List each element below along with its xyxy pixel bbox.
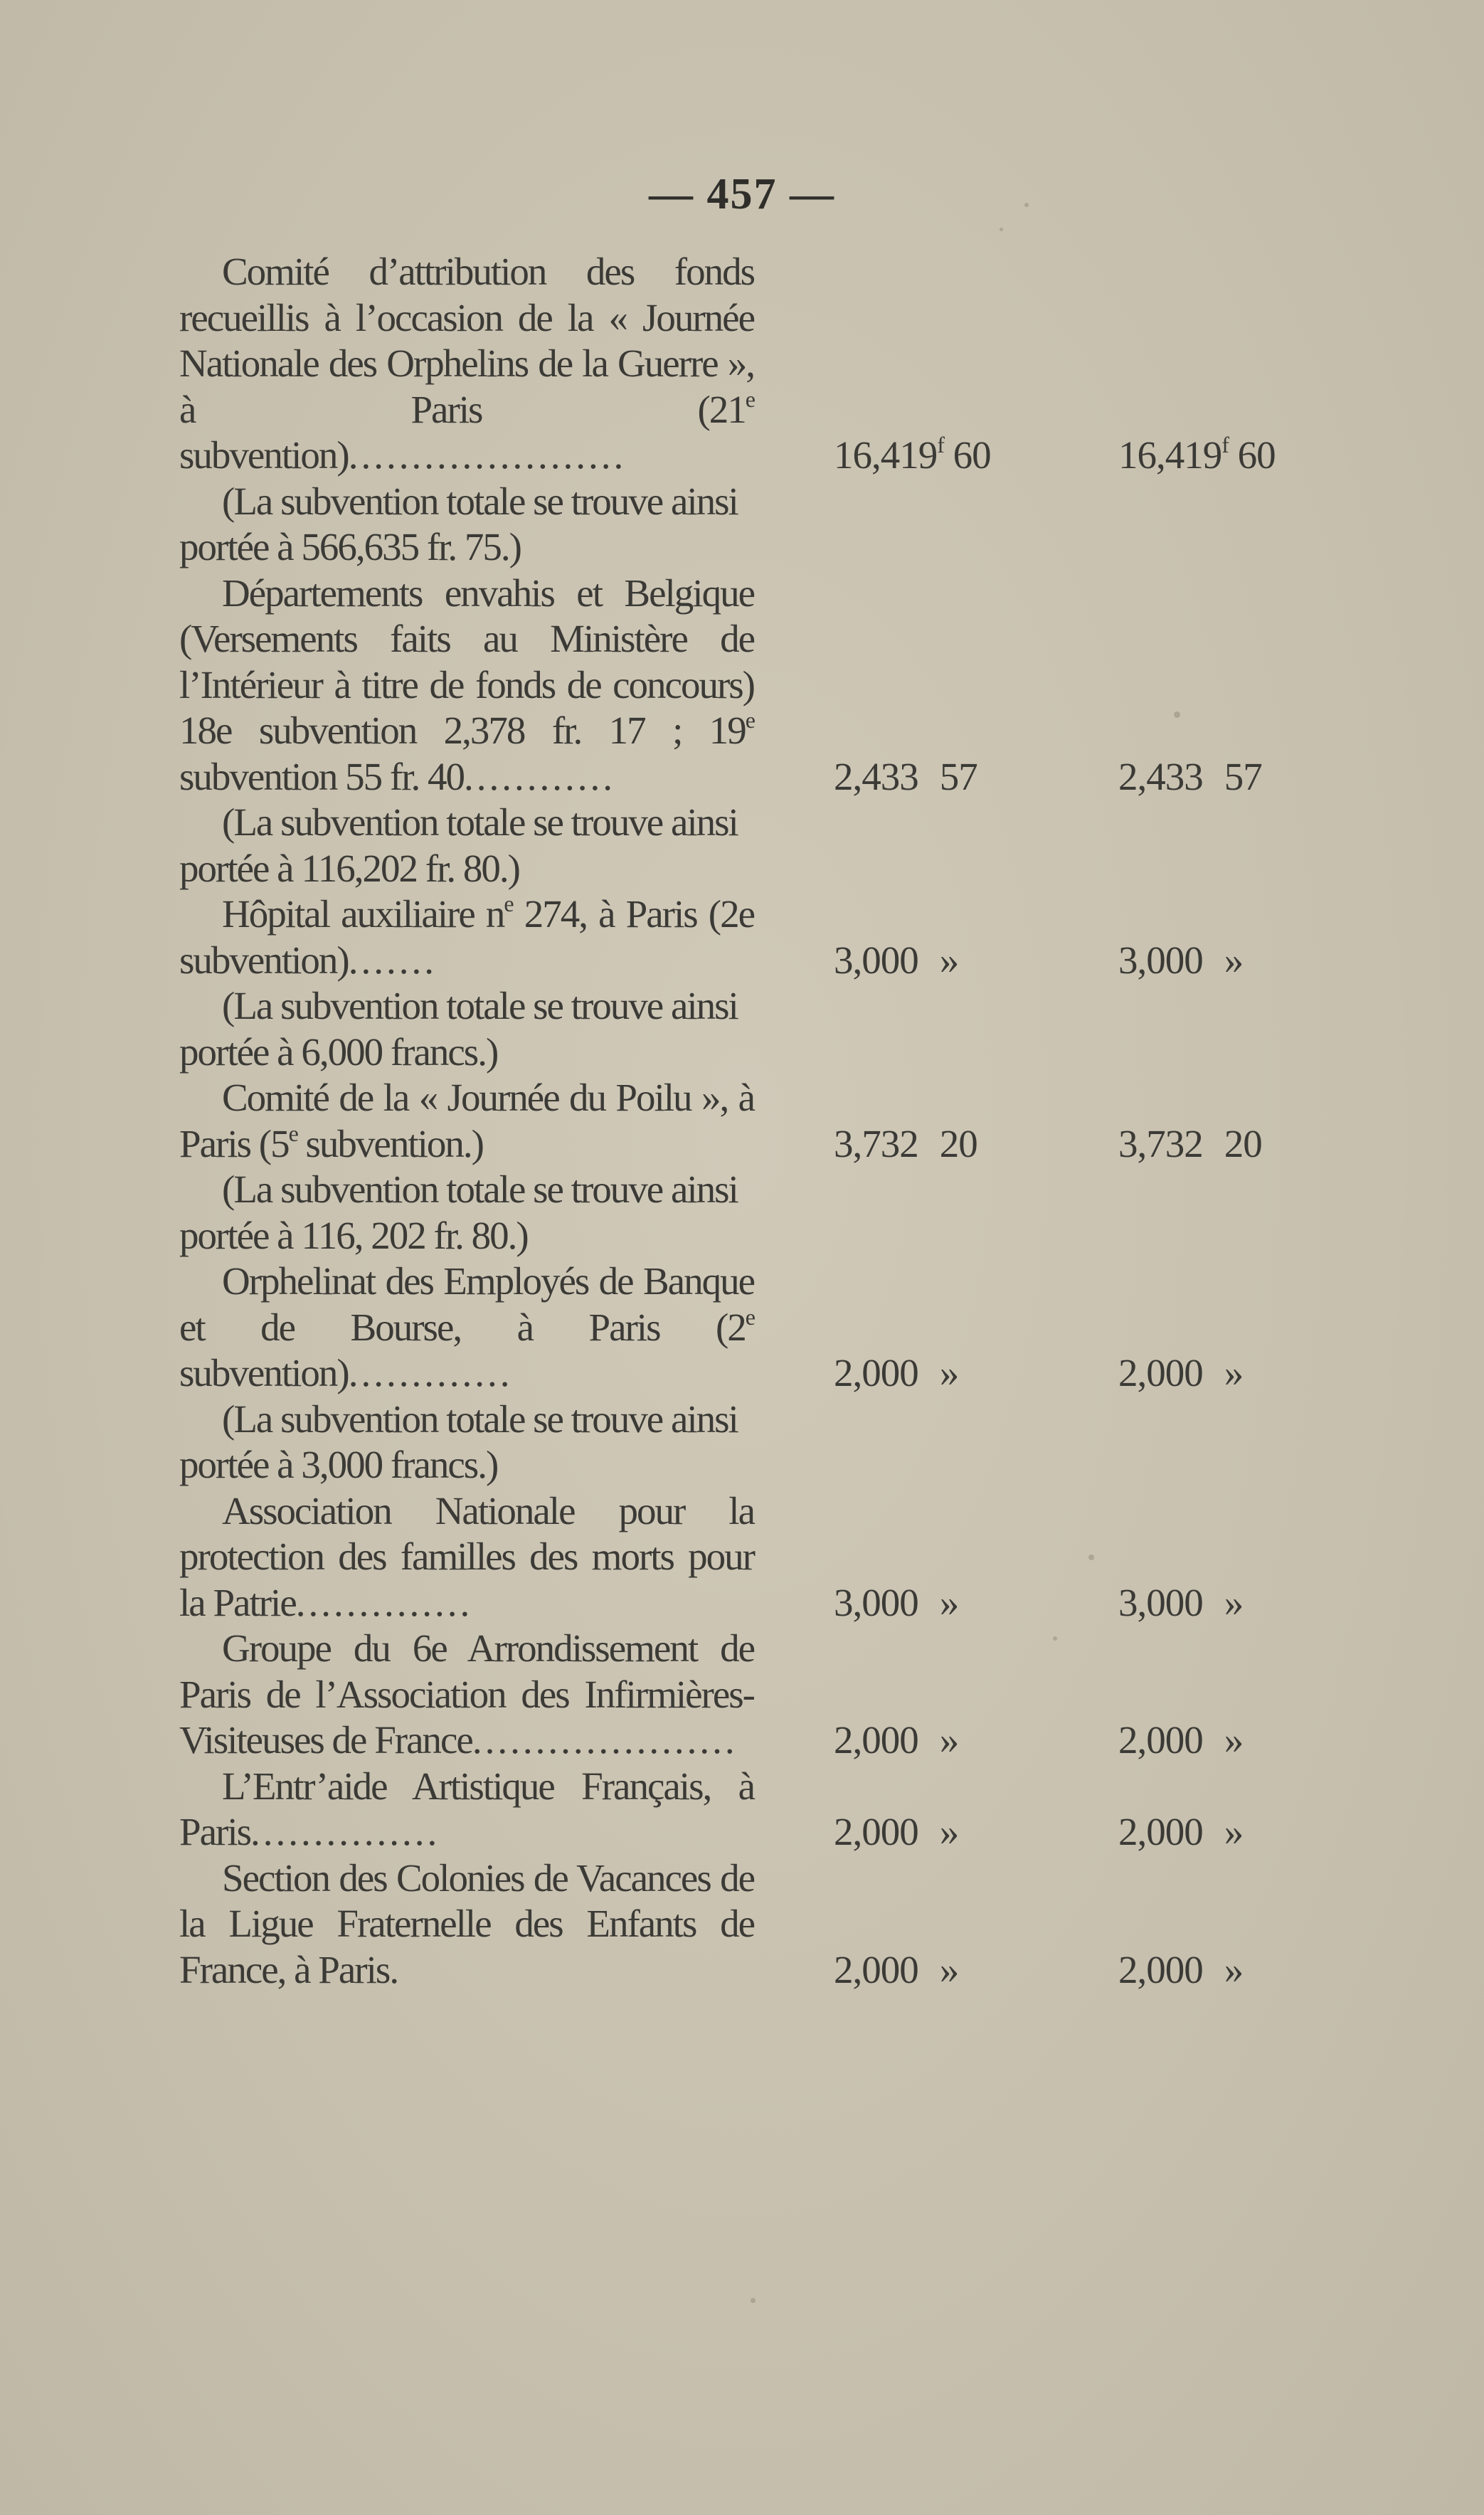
amount-column-2: 2,000 » <box>1118 1351 1244 1394</box>
leader-dots: ............ <box>463 754 615 798</box>
amount-column-1: 2,000 » <box>834 1718 959 1762</box>
entry-note: (La subvention totale se trouve ainsi portée à 116, 202 fr. 80.) <box>179 1168 738 1257</box>
amount-column-1: 3,000 » <box>834 938 959 982</box>
amount-column-1: 2,000 » <box>834 1810 959 1853</box>
amount-column-2: 3,732 20 <box>1118 1121 1262 1165</box>
amount-column-1: 3,000 » <box>834 1580 959 1624</box>
amount-column-1: 2,000 » <box>834 1351 959 1394</box>
amount-column-2: 3,000 » <box>1118 938 1244 982</box>
amount-column-1: 16,419$^f$ 60 <box>834 432 991 477</box>
amount-column-2: 2,433 57 <box>1118 754 1262 798</box>
entry-note: (La subvention totale se trouve ainsi portée à 3,000 francs.) <box>179 1397 738 1486</box>
subvention-entry <box>0 571 1484 800</box>
leader-dots: .............. <box>295 1580 473 1624</box>
paper-speck <box>1174 711 1180 718</box>
subvention-list <box>0 249 1484 1993</box>
subvention-entry <box>0 1626 1484 1764</box>
amount-column-1: 2,000 » <box>834 1947 959 1991</box>
subvention-entry <box>0 249 1484 479</box>
leader-dots: ..................... <box>472 1718 738 1762</box>
subvention-entry <box>0 1855 1484 1994</box>
amount-column-2: 2,000 » <box>1118 1718 1244 1762</box>
amount-column-1: 3,732 20 <box>834 1121 977 1165</box>
amount-column-2: 16,419$^f$ 60 <box>1118 432 1276 477</box>
entry-label: Orphelinat des Employés de Banque et de Bourse, à Paris (2e subvention)............. <box>179 1259 754 1394</box>
paper-speck <box>1000 228 1003 231</box>
entry-label: Hôpital auxiliaire $n^e$ 274, à Paris (2e subvention)....... <box>179 891 754 982</box>
amount-column-2: 3,000 » <box>1118 1580 1244 1624</box>
paper-speck <box>1088 1555 1094 1560</box>
entry-label: Comité de la « Journée du Poilu », à Paris (5e subvention.) <box>179 1076 754 1165</box>
entry-label: Association Nationale pour la protection des familles des morts pour la Patrie.............. <box>179 1488 754 1624</box>
amount-column-2: 2,000 » <box>1118 1810 1244 1853</box>
entry-note: (La subvention totale se trouve ainsi portée à 6,000 francs.) <box>179 984 738 1074</box>
entry-note: (La subvention totale se trouve ainsi portée à 566,635 fr. 75.) <box>179 479 738 568</box>
entry-note: (La subvention totale se trouve ainsi portée à 116,202 fr. 80.) <box>179 800 738 890</box>
entry-label: Section des Colonies de Vacances de la Ligue Fraternelle des Enfants de France, à Paris. <box>179 1855 754 1991</box>
leader-dots: ............. <box>348 1351 513 1394</box>
subvention-entry <box>0 1488 1484 1626</box>
paper-speck <box>751 2298 756 2303</box>
entry-label: Groupe du 6e Arrondissement de Paris de l’Association des Infirmières-Visiteuses de France..................... <box>179 1626 754 1762</box>
leader-dots: ............... <box>250 1810 440 1853</box>
paper-speck <box>1053 1636 1057 1641</box>
entry-label: Départements envahis et Belgique (Versements faits au Ministère de l’Intérieur à titre de fonds de concours) 18e subvention 2,378 fr. 17 ; 19e subvention 55 fr. 40............ <box>179 571 754 798</box>
entry-label: L’Entr’aide Artistique Français, à Paris............... <box>179 1764 754 1853</box>
subvention-entry <box>0 1259 1484 1397</box>
entry-label: Comité d’attribution des fonds recueillis à l’occasion de la « Journée Nationale des Orphelins de la Guerre », à Paris (21e subvention)...................... <box>179 250 754 477</box>
subvention-entry <box>0 1075 1484 1167</box>
paper-speck <box>1024 203 1029 207</box>
leader-dots: ....... <box>348 938 437 982</box>
page-number: — 457 — <box>649 170 835 218</box>
leader-dots: . <box>389 1947 403 1991</box>
subvention-entry <box>0 1764 1484 1855</box>
amount-column-2: 2,000 » <box>1118 1947 1244 1991</box>
leader-dots: ...................... <box>348 433 627 477</box>
subvention-entry <box>0 891 1484 983</box>
amount-column-1: 2,433 57 <box>834 754 977 798</box>
